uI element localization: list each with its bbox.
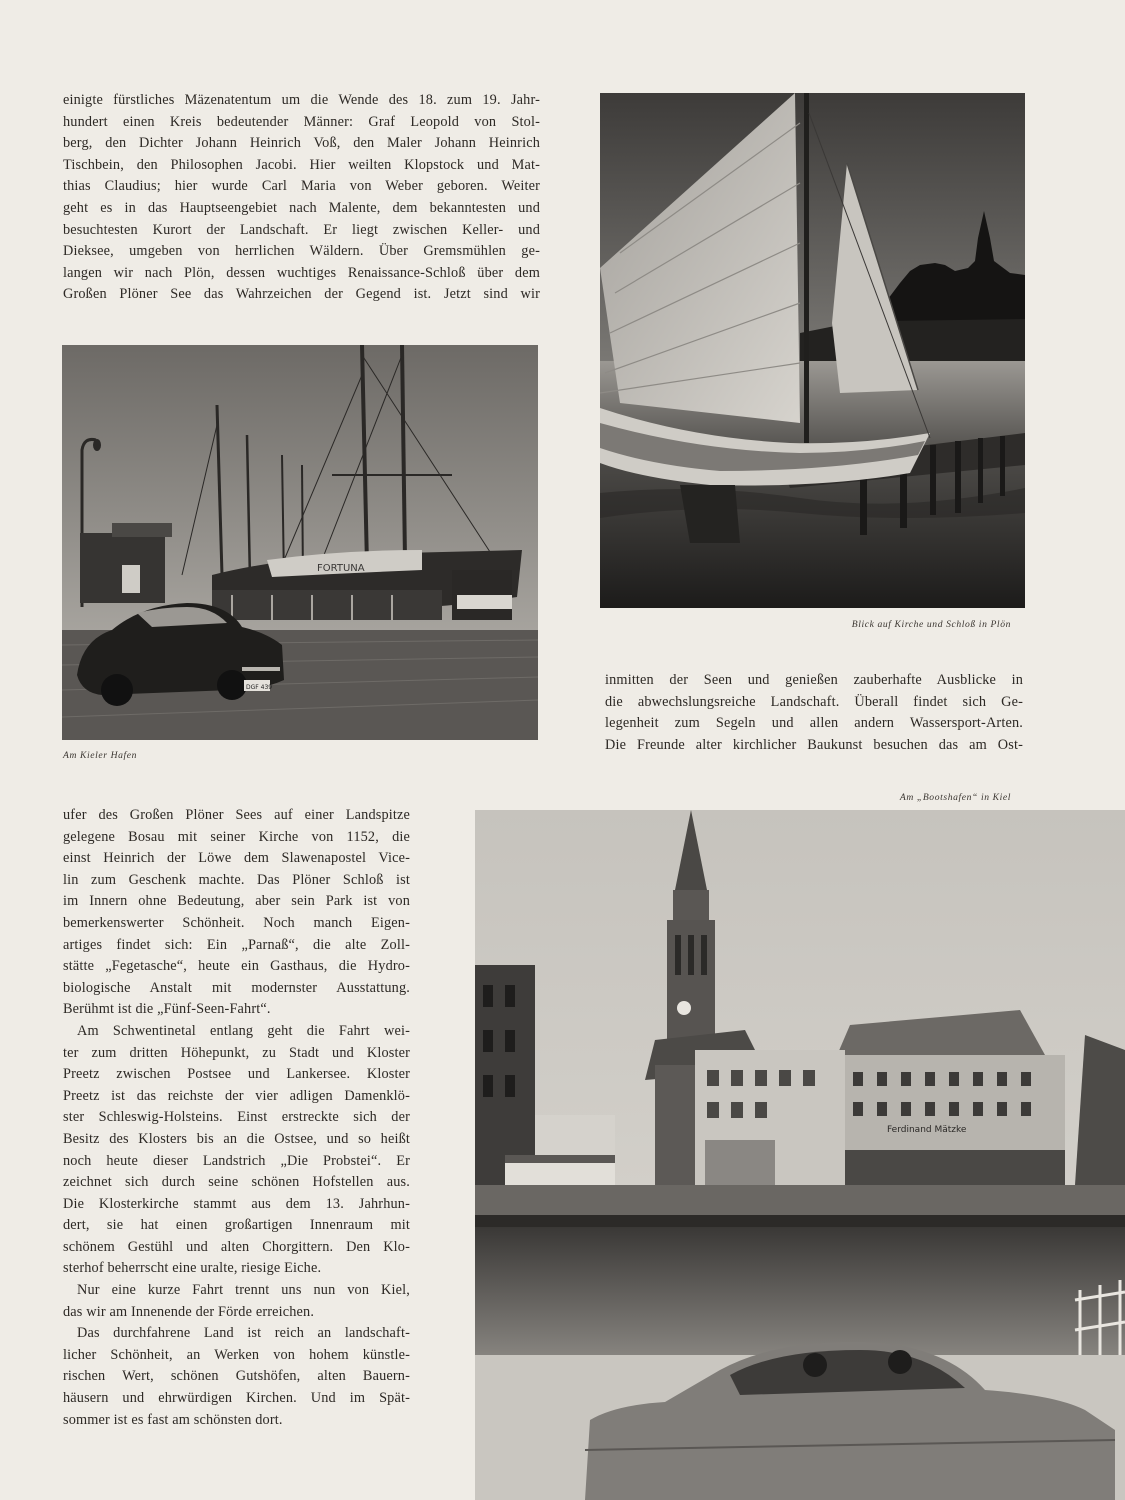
shop-sign: Ferdinand Mätzke bbox=[887, 1125, 967, 1135]
caption-kieler-hafen: Am Kieler Hafen bbox=[63, 750, 138, 761]
text-line: hundert einen Kreis bedeutender Männer: Graf Leopold von Stol- bbox=[63, 113, 540, 130]
text-line: lin zum Geschenk machte. Das Plöner Schloß ist bbox=[63, 871, 410, 888]
text-line: Besitz des Klosters bis an die Ostsee, und so heißt bbox=[63, 1130, 410, 1147]
text-line: rischen Wert, schönen Gutshöfen, alten Bauern- bbox=[63, 1368, 410, 1385]
paragraph bbox=[63, 805, 410, 1021]
text-line: ter zum dritten Höhepunkt, zu Stadt und Kloster bbox=[63, 1044, 410, 1061]
text-line: langen wir nach Plön, dessen wuchtiges Renaissance-Schloß über dem bbox=[63, 264, 540, 281]
text-line: inmitten der Seen und genießen zauberhafte Ausblicke in bbox=[605, 672, 1023, 688]
paragraph bbox=[63, 1021, 410, 1280]
text-line: Dieksee, umgeben von herrlichen Wäldern. Über Gremsmühlen ge- bbox=[63, 243, 540, 260]
text-line: noch heute dieser Landstrich „Die Probstei“. Er bbox=[63, 1152, 410, 1169]
text-line: einst Heinrich der Löwe dem Slawenapostel Vice- bbox=[63, 850, 410, 867]
text-line: licher Schönheit, an Werken von hohem künstle- bbox=[63, 1346, 410, 1363]
text-block-right-middle bbox=[605, 670, 1023, 756]
license-plate: DGF 439 bbox=[246, 684, 273, 691]
text-line: gelegene Bosau mit seiner Kirche von 1152, die bbox=[63, 828, 410, 845]
text-line: zeichnet sich durch seine schönen Hofstellen aus. bbox=[63, 1174, 410, 1191]
text-line: biologische Anstalt mit modernster Ausstattung. bbox=[63, 979, 410, 996]
paragraph bbox=[605, 670, 1023, 756]
photo-kieler-hafen bbox=[62, 345, 538, 740]
text-line: sterhof beherrscht eine uralte, riesige Eiche. bbox=[63, 1260, 322, 1277]
paragraph bbox=[63, 90, 540, 306]
text-line: Preetz ist das reichste der vier adligen Damenklö- bbox=[63, 1087, 410, 1104]
caption-ploen: Blick auf Kirche und Schloß in Plön bbox=[851, 619, 1011, 630]
text-line: einigte fürstliches Mäzenatentum um die Wende des 18. zum 19. Jahr- bbox=[63, 92, 540, 108]
text-line: ster Schleswig-Holsteins. Einst erstreckte sich der bbox=[63, 1109, 410, 1126]
text-block-top-left bbox=[63, 90, 540, 306]
photo-bootshafen-kiel bbox=[475, 810, 1125, 1500]
text-line: thias Claudius; hier wurde Carl Maria von Weber geboren. Weiter bbox=[63, 178, 540, 195]
text-line: Die Klosterkirche stammt aus dem 13. Jahrhun- bbox=[63, 1195, 410, 1212]
paragraph bbox=[63, 1280, 410, 1323]
text-block-bottom-left bbox=[63, 805, 410, 1431]
text-line: stätte „Fegetasche“, heute ein Gasthaus, die Hydro- bbox=[63, 958, 410, 975]
text-line: die abwechslungsreiche Landschaft. Überall findet sich Ge- bbox=[605, 693, 1023, 710]
text-line: Großen Plöner See das Wahrzeichen der Gegend ist. Jetzt sind wir bbox=[63, 286, 540, 303]
text-line: besuchtesten Kurort der Landschaft. Er liegt zwischen Keller- und bbox=[63, 221, 540, 238]
text-line: Die Freunde alter kirchlicher Baukunst besuchen das am Ost- bbox=[605, 736, 1023, 753]
text-line: das wir am Innenende der Förde erreichen. bbox=[63, 1303, 315, 1320]
text-line: Berühmt ist die „Fünf-Seen-Fahrt“. bbox=[63, 1001, 271, 1018]
text-line: Am Schwentinetal entlang geht die Fahrt wei- bbox=[77, 1022, 410, 1039]
text-line: ufer des Großen Plöner Sees auf einer Landspitze bbox=[63, 807, 410, 823]
paragraph bbox=[63, 1323, 410, 1431]
text-line: Das durchfahrene Land ist reich an landschaft- bbox=[77, 1325, 410, 1342]
photo-sailboat-ploen bbox=[600, 93, 1025, 608]
text-line: Preetz zwischen Postsee und Lankersee. Kloster bbox=[63, 1066, 410, 1083]
bootshafen-image bbox=[475, 810, 1125, 1500]
text-line: Tischbein, den Philosophen Jacobi. Hier weilten Klopstock und Mat- bbox=[63, 156, 540, 173]
text-line: legenheit zum Segeln und allen andern Wassersport-Arten. bbox=[605, 715, 1023, 732]
caption-bootshafen: Am „Bootshafen“ in Kiel bbox=[899, 792, 1011, 803]
text-line: bemerkenswerter Schönheit. Noch manch Eigen- bbox=[63, 914, 410, 931]
text-line: dert, sie hat einen großartigen Innenraum mit bbox=[63, 1217, 410, 1234]
sailboat-image bbox=[600, 93, 1025, 608]
text-line: sommer ist es fast am schönsten dort. bbox=[63, 1411, 283, 1428]
harbor-image bbox=[62, 345, 538, 740]
text-line: berg, den Dichter Johann Heinrich Voß, den Maler Johann Heinrich bbox=[63, 135, 540, 152]
text-line: geht es in das Hauptseengebiet nach Malente, dem bekanntesten und bbox=[63, 199, 540, 216]
text-line: häusern und ehrwürdigen Kirchen. Und im Spät- bbox=[63, 1390, 410, 1407]
ship-name: FORTUNA bbox=[317, 563, 365, 574]
text-line: schönem Gestühl und alten Chorgittern. Den Klo- bbox=[63, 1238, 410, 1255]
text-line: artiges findet sich: Ein „Parnaß“, die alte Zoll- bbox=[63, 936, 410, 953]
text-line: im Innern ohne Bedeutung, aber sein Park ist von bbox=[63, 893, 410, 910]
text-line: Nur eine kurze Fahrt trennt uns nun von Kiel, bbox=[77, 1282, 410, 1299]
